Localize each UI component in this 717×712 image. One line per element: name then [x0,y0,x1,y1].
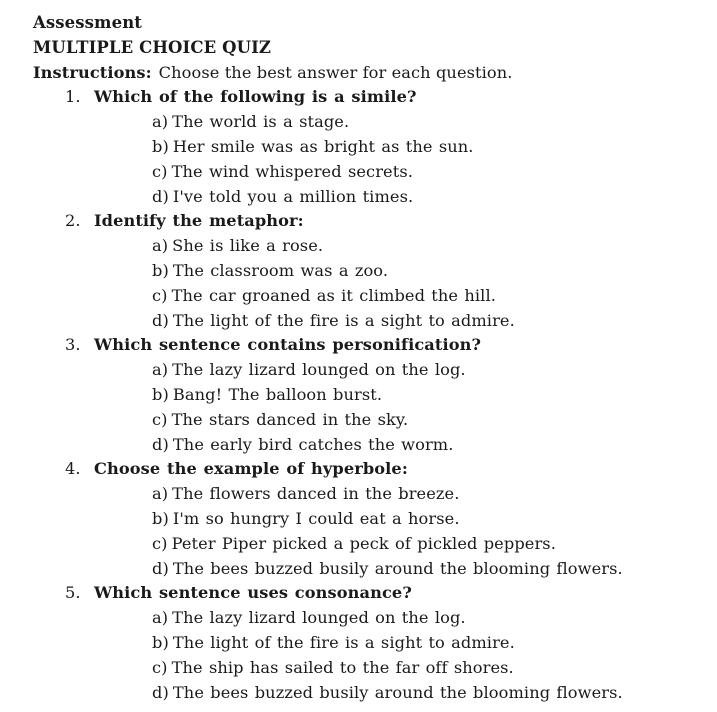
question-number: 3. [65,335,81,355]
option-b [33,507,703,532]
quiz-document [33,11,703,705]
question-text: Which sentence uses consonance? [94,583,412,603]
option-d [33,433,703,458]
option-letter: a) [152,236,169,256]
option-d [33,681,703,706]
option-text: I'm so hungry I could eat a horse. [172,508,460,528]
option-text: I've told you a million times. [172,186,414,206]
question-1 [33,85,703,209]
question-stem [33,333,703,358]
option-letter: c) [152,657,168,677]
question-4 [33,457,703,581]
option-text: The stars danced in the sky. [171,409,409,429]
option-letter: c) [152,409,168,429]
question-number: 1. [65,87,81,107]
option-text: The car groaned as it climbed the hill. [171,285,496,305]
document-title: Assessment [33,13,143,32]
question-stem [33,581,703,606]
instructions-label: Instructions: [33,62,152,82]
question-stem [33,209,703,234]
question-number: 2. [65,211,81,231]
option-letter: b) [152,384,169,404]
option-text: The classroom was a zoo. [172,260,389,280]
option-text: The bees buzzed busily around the blooming flowers. [172,682,623,702]
option-letter: c) [152,161,168,181]
option-letter: a) [152,112,169,132]
option-b [33,383,703,408]
option-letter: a) [152,484,169,504]
option-text: The ship has sailed to the far off shores. [171,657,514,677]
option-text: The light of the fire is a sight to admire. [172,310,515,330]
option-d [33,309,703,334]
question-number: 4. [65,459,81,479]
option-letter: d) [152,310,169,330]
option-letter: a) [152,360,169,380]
option-c [33,160,703,185]
option-c [33,532,703,557]
question-stem [33,457,703,482]
instructions [33,61,703,86]
option-text: The world is a stage. [172,112,350,132]
option-b [33,259,703,284]
option-a [33,482,703,507]
quiz-heading: MULTIPLE CHOICE QUIZ [33,37,272,57]
question-text: Which sentence contains personification? [94,335,482,355]
option-text: Bang! The balloon burst. [172,384,383,404]
option-text: The flowers danced in the breeze. [172,484,460,504]
question-2 [33,209,703,333]
option-letter: c) [152,285,168,305]
question-stem [33,85,703,110]
option-letter: b) [152,260,169,280]
question-number: 5. [65,583,81,603]
option-text: The bees buzzed busily around the blooming flowers. [172,558,623,578]
option-letter: c) [152,533,168,553]
question-5 [33,581,703,705]
option-text: Her smile was as bright as the sun. [172,136,474,156]
option-b [33,135,703,160]
option-c [33,284,703,309]
option-a [33,110,703,135]
option-c [33,408,703,433]
option-text: The early bird catches the worm. [172,434,454,454]
question-text: Identify the metaphor: [94,211,304,231]
option-letter: d) [152,558,169,578]
option-d [33,185,703,210]
option-d [33,557,703,582]
option-a [33,358,703,383]
option-letter: a) [152,608,169,628]
option-b [33,631,703,656]
option-letter: d) [152,434,169,454]
option-text: The lazy lizard lounged on the log. [172,608,466,628]
option-text: The light of the fire is a sight to admire. [172,632,515,652]
question-text: Choose the example of hyperbole: [94,459,408,479]
option-text: The wind whispered secrets. [171,161,413,181]
option-letter: b) [152,136,169,156]
question-3 [33,333,703,457]
option-text: The lazy lizard lounged on the log. [172,360,466,380]
option-a [33,234,703,259]
question-text: Which of the following is a simile? [94,87,417,107]
option-letter: d) [152,682,169,702]
option-text: Peter Piper picked a peck of pickled peppers. [171,533,556,553]
option-a [33,606,703,631]
option-letter: d) [152,186,169,206]
option-letter: b) [152,508,169,528]
option-c [33,656,703,681]
instructions-text: Choose the best answer for each question. [158,62,513,82]
option-letter: b) [152,632,169,652]
option-text: She is like a rose. [172,236,324,256]
